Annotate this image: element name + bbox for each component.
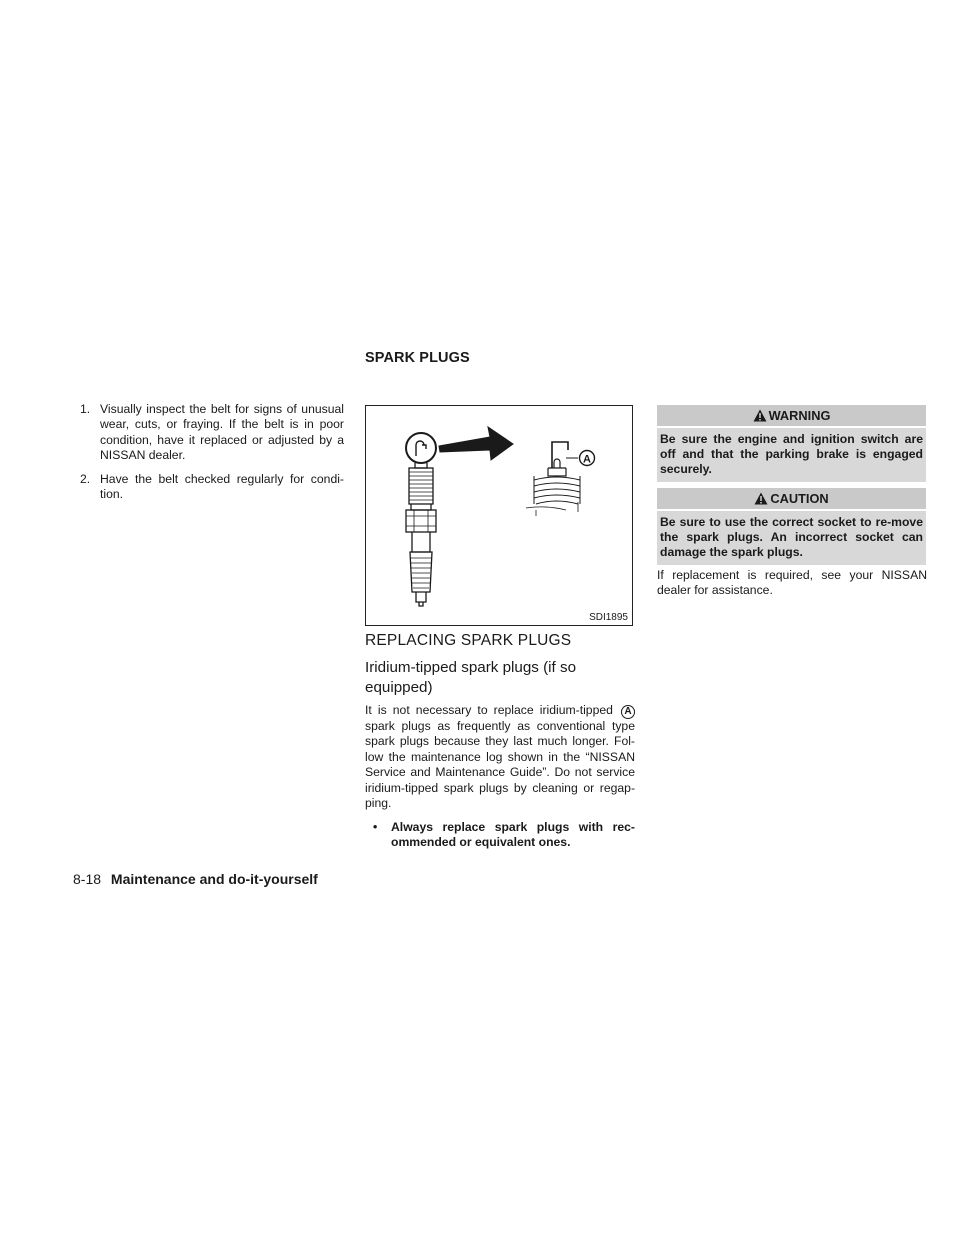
warning-header: [657, 405, 926, 426]
warning-triangle-icon: [754, 490, 768, 511]
bullet-dot: •: [373, 820, 378, 834]
paragraph-text: It is not necessary to replace iridium-tipped: [365, 703, 613, 717]
footer-section-title: Maintenance and do-it-yourself: [110, 871, 318, 887]
page-number: 8-18: [73, 871, 102, 887]
bullet-text: Always replace spark plugs with rec-ommended or equivalent ones.: [391, 820, 635, 850]
warning-body: Be sure the engine and ignition switch are off and that the parking brake is engaged securely.: [657, 426, 926, 482]
belt-inspection-list: [80, 402, 344, 510]
replacement-paragraph: If replacement is required, see your NISSAN dealer for assistance.: [657, 568, 927, 598]
spark-plug-drawing: [366, 406, 632, 625]
sub-subsection-heading: Iridium-tipped spark plugs (if so equipped): [365, 659, 577, 696]
spark-plug-illustration: [365, 405, 633, 626]
caution-header: [657, 488, 926, 509]
bullet-item: [365, 820, 635, 851]
list-number: 1.: [80, 402, 91, 416]
warning-box: [657, 405, 926, 482]
paragraph-text: spark plugs as frequently as conventional type spark plugs because they last much longer. Fol-low the maintenance log shown in the “NISSAN Service and Maintenance Guide”. Do not service iridium-tipped spark plugs by cleaning or regap-ping.: [365, 719, 635, 811]
list-item: [80, 472, 344, 503]
caution-body: Be sure to use the correct socket to re-move the spark plugs. An incorrect socket can damage the spark plugs.: [657, 509, 926, 565]
caution-title: CAUTION: [770, 491, 829, 506]
list-item-text: Visually inspect the belt for signs of unusual wear, cuts, or fraying. If the belt is in poor condition, have it replaced or adjusted by a NISSAN dealer.: [100, 402, 344, 463]
list-number: 2.: [80, 471, 91, 486]
subsection-heading: REPLACING SPARK PLUGS: [365, 632, 572, 649]
caution-box: [657, 488, 926, 565]
figure-code: SDI1895: [589, 612, 628, 623]
warning-title: WARNING: [768, 408, 831, 423]
warning-triangle-icon: [753, 407, 767, 428]
callout-marker: A: [621, 705, 635, 719]
list-item: [80, 402, 344, 464]
callout-label: A: [583, 453, 591, 466]
list-item-text: Have the belt checked regularly for condi-tion.: [100, 471, 344, 502]
iridium-paragraph: [365, 703, 635, 811]
page-footer: [73, 871, 318, 887]
section-heading: SPARK PLUGS: [365, 350, 470, 366]
